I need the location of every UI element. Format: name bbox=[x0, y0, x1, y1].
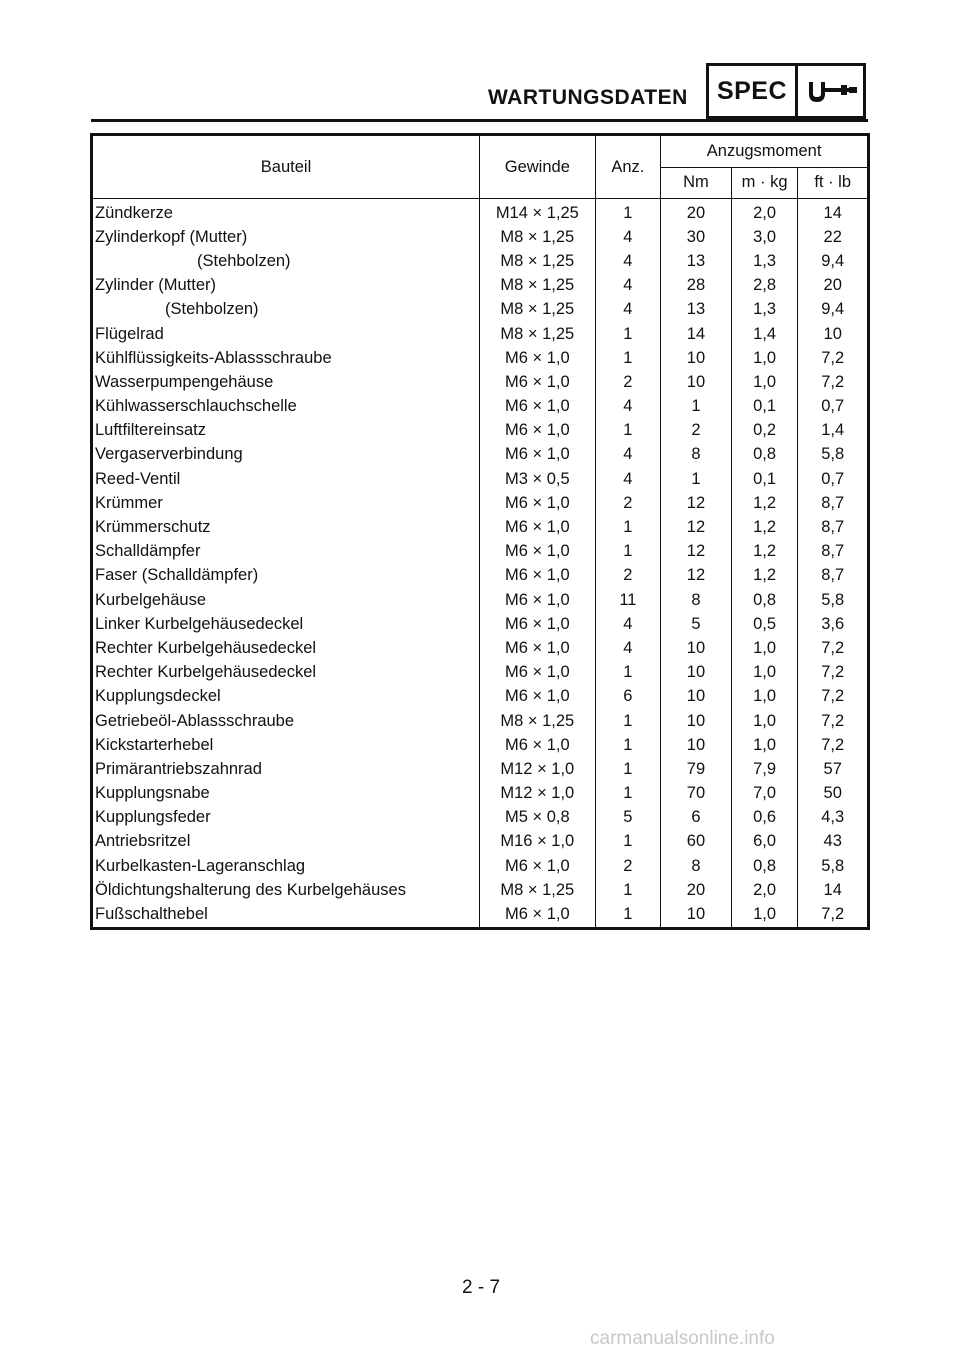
cell-qty: 4 bbox=[595, 249, 661, 273]
cell-ftlb: 22 bbox=[798, 225, 869, 249]
cell-part: Faser (Schalldämpfer) bbox=[92, 564, 480, 588]
cell-part: Wasserpumpengehäuse bbox=[92, 370, 480, 394]
cell-nm: 12 bbox=[661, 564, 732, 588]
cell-qty: 4 bbox=[595, 225, 661, 249]
cell-thread: M8 × 1,25 bbox=[480, 274, 596, 298]
table-row bbox=[92, 830, 869, 854]
cell-part: Kupplungsnabe bbox=[92, 782, 480, 806]
cell-nm: 1 bbox=[661, 395, 732, 419]
cell-ftlb: 3,6 bbox=[798, 612, 869, 636]
cell-thread: M6 × 1,0 bbox=[480, 491, 596, 515]
cell-nm: 8 bbox=[661, 588, 732, 612]
cell-part: Kühlflüssigkeits-Ablassschraube bbox=[92, 346, 480, 370]
cell-nm: 10 bbox=[661, 685, 732, 709]
cell-thread: M8 × 1,25 bbox=[480, 322, 596, 346]
cell-ftlb: 43 bbox=[798, 830, 869, 854]
watermark: carmanualsonline.info bbox=[590, 1328, 775, 1349]
table-row bbox=[92, 878, 869, 902]
cell-ftlb: 0,7 bbox=[798, 395, 869, 419]
cell-mkg: 1,0 bbox=[731, 685, 798, 709]
cell-part: Antriebsritzel bbox=[92, 830, 480, 854]
cell-part: Zylinder (Mutter) bbox=[92, 274, 480, 298]
table-row bbox=[92, 612, 869, 636]
header-thread: Gewinde bbox=[480, 135, 596, 199]
table-row bbox=[92, 395, 869, 419]
cell-nm: 10 bbox=[661, 709, 732, 733]
cell-part: (Stehbolzen) bbox=[92, 249, 480, 273]
cell-qty: 2 bbox=[595, 854, 661, 878]
cell-thread: M6 × 1,0 bbox=[480, 588, 596, 612]
cell-mkg: 1,2 bbox=[731, 491, 798, 515]
cell-qty: 4 bbox=[595, 274, 661, 298]
cell-thread: M8 × 1,25 bbox=[480, 878, 596, 902]
cell-nm: 10 bbox=[661, 370, 732, 394]
header-part: Bauteil bbox=[92, 135, 480, 199]
table-row bbox=[92, 199, 869, 226]
cell-nm: 6 bbox=[661, 806, 732, 830]
cell-ftlb: 10 bbox=[798, 322, 869, 346]
cell-thread: M8 × 1,25 bbox=[480, 249, 596, 273]
cell-thread: M3 × 0,5 bbox=[480, 467, 596, 491]
cell-mkg: 2,0 bbox=[731, 878, 798, 902]
cell-part: (Stehbolzen) bbox=[92, 298, 480, 322]
cell-thread: M6 × 1,0 bbox=[480, 443, 596, 467]
page-title: WARTUNGSDATEN bbox=[488, 86, 688, 109]
cell-part: Reed-Ventil bbox=[92, 467, 480, 491]
cell-qty: 6 bbox=[595, 685, 661, 709]
cell-ftlb: 7,2 bbox=[798, 733, 869, 757]
table-row bbox=[92, 298, 869, 322]
cell-nm: 8 bbox=[661, 443, 732, 467]
cell-qty: 1 bbox=[595, 199, 661, 226]
cell-thread: M14 × 1,25 bbox=[480, 199, 596, 226]
cell-nm: 12 bbox=[661, 515, 732, 539]
cell-qty: 1 bbox=[595, 322, 661, 346]
cell-ftlb: 0,7 bbox=[798, 467, 869, 491]
cell-part: Kühlwasserschlauchschelle bbox=[92, 395, 480, 419]
cell-ftlb: 5,8 bbox=[798, 854, 869, 878]
cell-part: Schalldämpfer bbox=[92, 540, 480, 564]
cell-thread: M6 × 1,0 bbox=[480, 733, 596, 757]
cell-part: Kupplungsdeckel bbox=[92, 685, 480, 709]
cell-qty: 11 bbox=[595, 588, 661, 612]
table-row bbox=[92, 419, 869, 443]
cell-mkg: 0,8 bbox=[731, 588, 798, 612]
cell-mkg: 1,0 bbox=[731, 346, 798, 370]
header-qty: Anz. bbox=[595, 135, 661, 199]
cell-part: Kurbelkasten-Lageranschlag bbox=[92, 854, 480, 878]
torque-spec-table bbox=[90, 133, 870, 930]
header-rule bbox=[91, 119, 868, 122]
cell-qty: 4 bbox=[595, 395, 661, 419]
cell-nm: 30 bbox=[661, 225, 732, 249]
cell-nm: 2 bbox=[661, 419, 732, 443]
table-row bbox=[92, 733, 869, 757]
cell-qty: 1 bbox=[595, 733, 661, 757]
cell-thread: M6 × 1,0 bbox=[480, 419, 596, 443]
cell-nm: 10 bbox=[661, 661, 732, 685]
cell-thread: M6 × 1,0 bbox=[480, 661, 596, 685]
cell-mkg: 2,0 bbox=[731, 199, 798, 226]
cell-mkg: 1,0 bbox=[731, 661, 798, 685]
cell-nm: 70 bbox=[661, 782, 732, 806]
cell-qty: 1 bbox=[595, 661, 661, 685]
cell-mkg: 0,6 bbox=[731, 806, 798, 830]
cell-ftlb: 4,3 bbox=[798, 806, 869, 830]
cell-mkg: 7,0 bbox=[731, 782, 798, 806]
cell-thread: M12 × 1,0 bbox=[480, 782, 596, 806]
cell-ftlb: 7,2 bbox=[798, 636, 869, 660]
cell-thread: M6 × 1,0 bbox=[480, 540, 596, 564]
cell-qty: 4 bbox=[595, 443, 661, 467]
cell-mkg: 0,8 bbox=[731, 443, 798, 467]
table-row bbox=[92, 346, 869, 370]
cell-qty: 1 bbox=[595, 757, 661, 781]
table-row bbox=[92, 225, 869, 249]
table-header-row bbox=[92, 135, 869, 168]
cell-mkg: 3,0 bbox=[731, 225, 798, 249]
cell-part: Zylinderkopf (Mutter) bbox=[92, 225, 480, 249]
cell-thread: M6 × 1,0 bbox=[480, 902, 596, 928]
table-row bbox=[92, 540, 869, 564]
cell-qty: 1 bbox=[595, 902, 661, 928]
cell-nm: 13 bbox=[661, 298, 732, 322]
cell-thread: M6 × 1,0 bbox=[480, 370, 596, 394]
cell-mkg: 0,1 bbox=[731, 467, 798, 491]
cell-ftlb: 8,7 bbox=[798, 515, 869, 539]
cell-thread: M8 × 1,25 bbox=[480, 225, 596, 249]
cell-mkg: 1,0 bbox=[731, 370, 798, 394]
header-ftlb: ft · lb bbox=[798, 167, 869, 199]
table-row bbox=[92, 757, 869, 781]
cell-ftlb: 8,7 bbox=[798, 491, 869, 515]
cell-nm: 14 bbox=[661, 322, 732, 346]
cell-nm: 20 bbox=[661, 878, 732, 902]
cell-ftlb: 7,2 bbox=[798, 709, 869, 733]
table-row bbox=[92, 588, 869, 612]
cell-mkg: 0,5 bbox=[731, 612, 798, 636]
cell-nm: 10 bbox=[661, 346, 732, 370]
cell-part: Kickstarterhebel bbox=[92, 733, 480, 757]
cell-nm: 28 bbox=[661, 274, 732, 298]
cell-mkg: 0,8 bbox=[731, 854, 798, 878]
cell-part: Zündkerze bbox=[92, 199, 480, 226]
cell-nm: 13 bbox=[661, 249, 732, 273]
cell-part: Rechter Kurbelgehäusedeckel bbox=[92, 636, 480, 660]
header-mkg: m · kg bbox=[731, 167, 798, 199]
cell-qty: 4 bbox=[595, 298, 661, 322]
cell-ftlb: 7,2 bbox=[798, 346, 869, 370]
cell-qty: 1 bbox=[595, 878, 661, 902]
table-row bbox=[92, 467, 869, 491]
cell-thread: M6 × 1,0 bbox=[480, 854, 596, 878]
cell-thread: M8 × 1,25 bbox=[480, 709, 596, 733]
cell-qty: 1 bbox=[595, 419, 661, 443]
cell-mkg: 1,0 bbox=[731, 636, 798, 660]
cell-ftlb: 7,2 bbox=[798, 370, 869, 394]
cell-mkg: 1,0 bbox=[731, 709, 798, 733]
cell-ftlb: 9,4 bbox=[798, 249, 869, 273]
cell-thread: M12 × 1,0 bbox=[480, 757, 596, 781]
cell-nm: 79 bbox=[661, 757, 732, 781]
cell-ftlb: 20 bbox=[798, 274, 869, 298]
cell-mkg: 1,0 bbox=[731, 733, 798, 757]
cell-mkg: 0,1 bbox=[731, 395, 798, 419]
cell-nm: 1 bbox=[661, 467, 732, 491]
table-row bbox=[92, 249, 869, 273]
cell-thread: M5 × 0,8 bbox=[480, 806, 596, 830]
header-nm: Nm bbox=[661, 167, 732, 199]
cell-ftlb: 5,8 bbox=[798, 588, 869, 612]
cell-nm: 10 bbox=[661, 733, 732, 757]
cell-part: Linker Kurbelgehäusedeckel bbox=[92, 612, 480, 636]
cell-thread: M6 × 1,0 bbox=[480, 685, 596, 709]
cell-thread: M6 × 1,0 bbox=[480, 395, 596, 419]
cell-part: Fußschalthebel bbox=[92, 902, 480, 928]
table-row bbox=[92, 274, 869, 298]
table-row bbox=[92, 370, 869, 394]
table-row bbox=[92, 322, 869, 346]
cell-mkg: 1,3 bbox=[731, 249, 798, 273]
cell-thread: M6 × 1,0 bbox=[480, 636, 596, 660]
cell-mkg: 1,4 bbox=[731, 322, 798, 346]
cell-ftlb: 57 bbox=[798, 757, 869, 781]
cell-part: Krümmer bbox=[92, 491, 480, 515]
cell-nm: 8 bbox=[661, 854, 732, 878]
table-row bbox=[92, 443, 869, 467]
cell-mkg: 1,2 bbox=[731, 515, 798, 539]
cell-qty: 1 bbox=[595, 709, 661, 733]
spec-label: SPEC bbox=[709, 66, 798, 116]
cell-qty: 2 bbox=[595, 564, 661, 588]
page-number: 2 - 7 bbox=[462, 1277, 501, 1298]
cell-qty: 2 bbox=[595, 370, 661, 394]
cell-thread: M6 × 1,0 bbox=[480, 564, 596, 588]
table-row bbox=[92, 782, 869, 806]
cell-qty: 4 bbox=[595, 636, 661, 660]
cell-qty: 1 bbox=[595, 346, 661, 370]
cell-ftlb: 50 bbox=[798, 782, 869, 806]
cell-mkg: 1,2 bbox=[731, 564, 798, 588]
wrench-icon bbox=[798, 66, 863, 116]
cell-mkg: 6,0 bbox=[731, 830, 798, 854]
cell-qty: 2 bbox=[595, 491, 661, 515]
cell-qty: 1 bbox=[595, 540, 661, 564]
cell-part: Krümmerschutz bbox=[92, 515, 480, 539]
table-row bbox=[92, 661, 869, 685]
cell-thread: M16 × 1,0 bbox=[480, 830, 596, 854]
cell-part: Primärantriebszahnrad bbox=[92, 757, 480, 781]
cell-qty: 1 bbox=[595, 830, 661, 854]
cell-ftlb: 7,2 bbox=[798, 661, 869, 685]
table-row bbox=[92, 902, 869, 928]
cell-part: Rechter Kurbelgehäusedeckel bbox=[92, 661, 480, 685]
table-row bbox=[92, 806, 869, 830]
cell-nm: 10 bbox=[661, 636, 732, 660]
cell-mkg: 1,2 bbox=[731, 540, 798, 564]
cell-mkg: 1,0 bbox=[731, 902, 798, 928]
cell-qty: 4 bbox=[595, 612, 661, 636]
cell-nm: 60 bbox=[661, 830, 732, 854]
cell-mkg: 2,8 bbox=[731, 274, 798, 298]
spec-badge bbox=[706, 63, 866, 119]
table-row bbox=[92, 636, 869, 660]
cell-thread: M6 × 1,0 bbox=[480, 612, 596, 636]
table-row bbox=[92, 491, 869, 515]
cell-qty: 1 bbox=[595, 782, 661, 806]
cell-nm: 5 bbox=[661, 612, 732, 636]
cell-part: Kurbelgehäuse bbox=[92, 588, 480, 612]
table-row bbox=[92, 709, 869, 733]
cell-nm: 12 bbox=[661, 540, 732, 564]
table-row bbox=[92, 564, 869, 588]
cell-nm: 10 bbox=[661, 902, 732, 928]
cell-thread: M6 × 1,0 bbox=[480, 346, 596, 370]
cell-nm: 20 bbox=[661, 199, 732, 226]
cell-part: Flügelrad bbox=[92, 322, 480, 346]
cell-ftlb: 9,4 bbox=[798, 298, 869, 322]
cell-qty: 1 bbox=[595, 515, 661, 539]
cell-qty: 5 bbox=[595, 806, 661, 830]
table-row bbox=[92, 515, 869, 539]
cell-nm: 12 bbox=[661, 491, 732, 515]
cell-mkg: 0,2 bbox=[731, 419, 798, 443]
cell-ftlb: 7,2 bbox=[798, 902, 869, 928]
cell-ftlb: 5,8 bbox=[798, 443, 869, 467]
cell-mkg: 7,9 bbox=[731, 757, 798, 781]
cell-part: Luftfiltereinsatz bbox=[92, 419, 480, 443]
cell-ftlb: 8,7 bbox=[798, 564, 869, 588]
cell-ftlb: 14 bbox=[798, 878, 869, 902]
cell-qty: 4 bbox=[595, 467, 661, 491]
cell-part: Kupplungsfeder bbox=[92, 806, 480, 830]
cell-part: Getriebeöl-Ablassschraube bbox=[92, 709, 480, 733]
cell-mkg: 1,3 bbox=[731, 298, 798, 322]
cell-ftlb: 1,4 bbox=[798, 419, 869, 443]
cell-ftlb: 8,7 bbox=[798, 540, 869, 564]
cell-ftlb: 14 bbox=[798, 199, 869, 226]
header-torque: Anzugsmoment bbox=[661, 135, 869, 168]
table-row bbox=[92, 854, 869, 878]
cell-thread: M6 × 1,0 bbox=[480, 515, 596, 539]
cell-ftlb: 7,2 bbox=[798, 685, 869, 709]
cell-thread: M8 × 1,25 bbox=[480, 298, 596, 322]
cell-part: Vergaserverbindung bbox=[92, 443, 480, 467]
cell-part: Öldichtungshalterung des Kurbelgehäuses bbox=[92, 878, 480, 902]
table-row bbox=[92, 685, 869, 709]
